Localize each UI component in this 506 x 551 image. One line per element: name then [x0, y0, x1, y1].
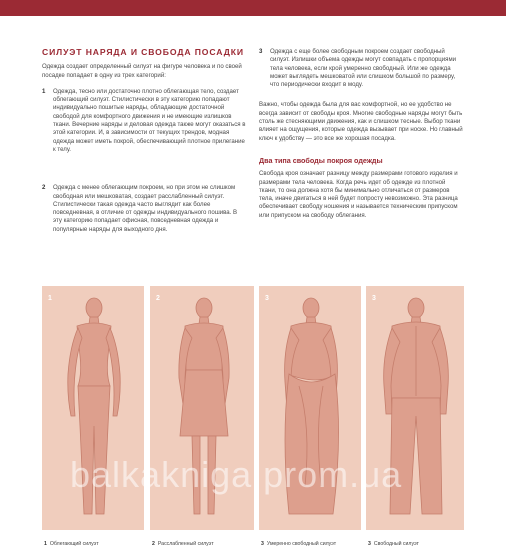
- note-paragraph: Важно, чтобы одежда была для вас комфортной, но ее удобство не всегда зависит от свободы кроя. Многие свободные наряды могут быть столь же стесняющими движения, как и слишком тесные. Выбор ткани влияет на ощущения, которые одежда вызывает при носке. Но главный ключ к удобству — это все же хорошая посадка.: [259, 101, 463, 142]
- figure-number: 1: [48, 295, 52, 302]
- list-item-3: [259, 48, 464, 89]
- subsection-paragraph: Свобода кроя означает разницу между размерами готового изделия и размерами тела человека. Когда речь идет об одежде из плотной ткани, то она должна хотя бы минимально отличаться от размеров тела, иначе двигаться в ней будет попросту невозможно. Эта разница обеспечивает свободу ношения и называется техническим припуском или припуском на свободу облегания.: [259, 170, 458, 219]
- figure-number: 3: [372, 295, 376, 302]
- right-column: [259, 48, 464, 220]
- intro-paragraph: Одежда создает определенный силуэт на фигуре человека и по своей посадке попадает в одну из трех категорий:: [42, 63, 242, 79]
- left-column: [42, 48, 247, 234]
- list-item-2: [42, 184, 247, 234]
- figure-caption-1: 1 Облегающий силуэт: [44, 541, 99, 547]
- section-title: СИЛУЭТ НАРЯДА И СВОБОДА ПОСАДКИ: [42, 47, 244, 57]
- list-item-text: Одежда, тесно или достаточно плотно облегающая тело, создает облегающий силуэт. Стилистически в эту категорию попадают индивидуально пошитые наряды, обладающие достаточной свободой для комфортного движения и не имеющие излишков ткани. Вечерние наряды и деловая одежда также могут оказаться в этой категории. И, в зависимости от текущих трендов, модная одежда может иметь покрой, обеспечивающий плотное прилегание к телу.: [53, 87, 246, 153]
- list-item-text: Одежда с менее облегающим покроем, но при этом не слишком свободная или мешковатая, создает расслабленный силуэт. Стилистически такая одежда часто выглядит как более повседневная, в отличие от одежды индивидуального пошива. В эту категорию попадает офисная, повседневная одежда и популярные наряды для выходного дня.: [53, 184, 238, 233]
- list-item-1: [42, 88, 247, 154]
- watermark: balkakniga.prom.ua: [70, 454, 403, 495]
- figure-caption-3: 3 Умеренно свободный силуэт: [261, 541, 337, 547]
- list-item-number: 2: [42, 184, 46, 192]
- figure-number: 2: [156, 295, 160, 302]
- list-item-number: 3: [259, 48, 263, 55]
- list-item-number: 1: [42, 87, 46, 95]
- figure-number: 3: [265, 295, 269, 302]
- subsection-title: Два типа свободы покроя одежды: [259, 155, 383, 165]
- top-color-bar: [0, 0, 506, 16]
- list-item-text: Одежда с еще более свободным покроем создает свободный силуэт. Излишки объема одежды могут совпадать с пропорциями тела человека, если крой умеренно свободный. Или же одежда может выглядеть мешковатой или слишком большой по размеру, что периодически входит в моду.: [270, 48, 457, 89]
- figure-caption-4: 3 Свободный силуэт: [368, 541, 419, 547]
- figure-caption-2: 2 Расслабленный силуэт: [152, 541, 214, 547]
